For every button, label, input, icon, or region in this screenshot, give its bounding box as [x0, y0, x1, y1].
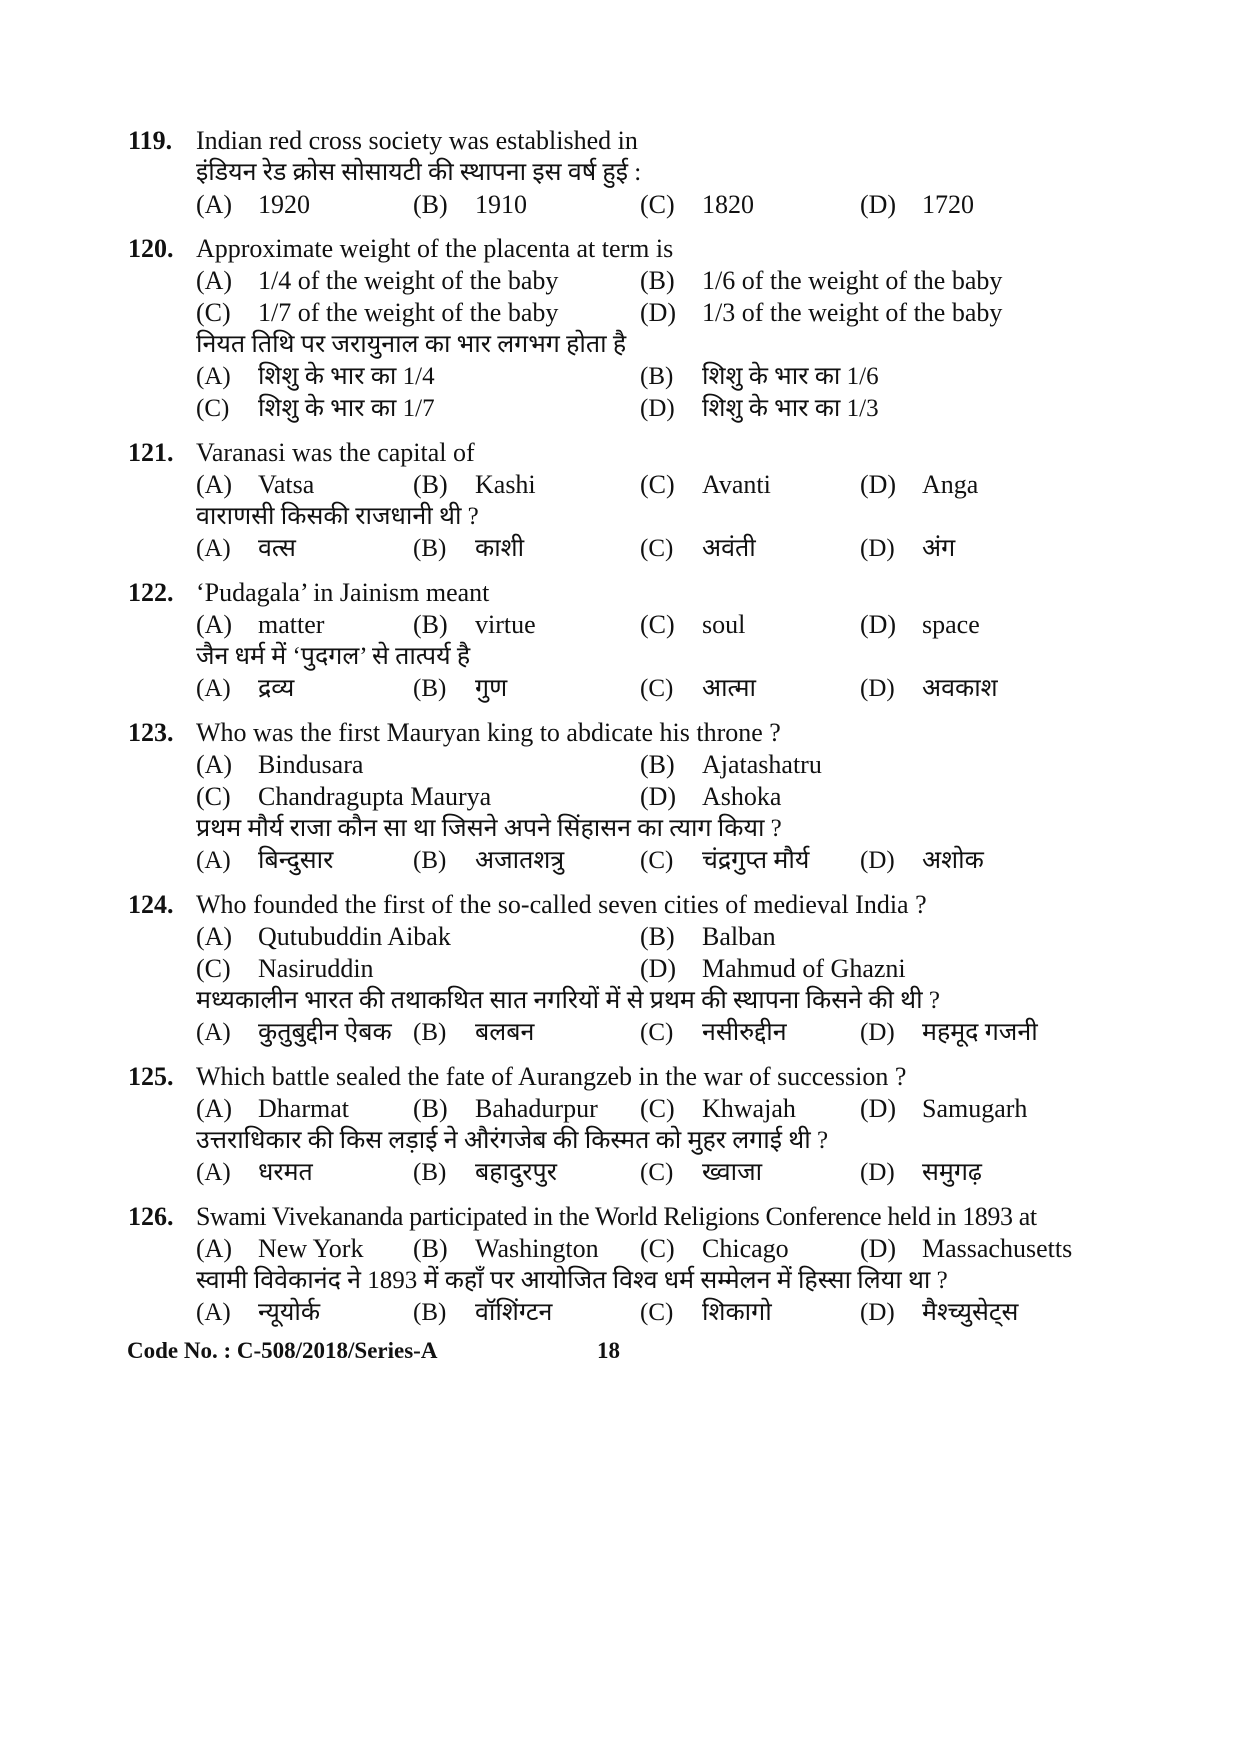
option-b-hi: (B) अजातशत्रु: [413, 847, 565, 874]
option-d-en: (D) space: [860, 610, 980, 639]
option-d-en: (D) Ashoka: [640, 782, 782, 811]
option-c-hi: (C) अवंती: [640, 535, 756, 562]
option-c-en: (C) Avanti: [640, 470, 771, 499]
option-c-en: (C) soul: [640, 610, 746, 639]
option-a-en: (A) Dharmat: [196, 1094, 349, 1123]
option-b-hi: (B) गुण: [413, 675, 508, 702]
question-text-hi: प्रथम मौर्य राजा कौन सा था जिसने अपने सिंहासन का त्याग किया ?: [196, 815, 782, 842]
option-a-hi: (A) धरमत: [196, 1159, 313, 1186]
question-number: 123.: [128, 718, 174, 747]
option-d-hi: (D) मैश्च्युसेट्स: [860, 1299, 1019, 1326]
option-c-hi: (C) ख्वाजा: [640, 1159, 763, 1186]
question-text-hi: इंडियन रेड क्रोस सोसायटी की स्थापना इस वर्ष हुई :: [196, 159, 642, 186]
option-d-en: (D) 1/3 of the weight of the baby: [640, 298, 1003, 327]
question-number: 122.: [128, 578, 174, 607]
option-b-en: (B) Bahadurpur: [413, 1094, 598, 1123]
page-number: 18: [597, 1338, 620, 1363]
question-text-en: ‘Pudagala’ in Jainism meant: [196, 578, 490, 607]
question-text-hi: जैन धर्म में ‘पुदगल’ से तात्पर्य है: [196, 643, 471, 670]
option-b-en: (B) Ajatashatru: [640, 750, 822, 779]
question-text-en: Indian red cross society was established in: [196, 126, 638, 155]
option-a-en: (A) Qutubuddin Aibak: [196, 922, 451, 951]
code-number: Code No. : C-508/2018/Series-A: [127, 1338, 438, 1363]
option-b-en: (B) Balban: [640, 922, 776, 951]
option-c-en: (C) Chicago: [640, 1234, 789, 1263]
question-text-hi: उत्तराधिकार की किस लड़ाई ने औरंगजेब की किस्मत को मुहर लगाई थी ?: [196, 1127, 829, 1154]
question-text-en: Approximate weight of the placenta at term is: [196, 234, 674, 263]
option-b: (B) 1910: [413, 190, 527, 219]
option-d-hi: (D) महमूद गजनी: [860, 1019, 1038, 1046]
option-b-en: (B) virtue: [413, 610, 536, 639]
option-c-hi: (C) शिशु के भार का 1/7: [196, 395, 435, 422]
option-a-hi: (A) बिन्दुसार: [196, 847, 334, 874]
option-c: (C) 1820: [640, 190, 754, 219]
question-text-hi: वाराणसी किसकी राजधानी थी ?: [196, 503, 479, 530]
question-text-en: Varanasi was the capital of: [196, 438, 475, 467]
option-c-hi: (C) आत्मा: [640, 675, 757, 702]
option-a-en: (A) Vatsa: [196, 470, 315, 499]
option-a-hi: (A) शिशु के भार का 1/4: [196, 363, 435, 390]
question-number: 125.: [128, 1062, 174, 1091]
option-d-en: (D) Samugarh: [860, 1094, 1028, 1123]
option-c-hi: (C) नसीरुद्दीन: [640, 1019, 787, 1046]
option-a-hi: (A) द्रव्य: [196, 675, 295, 702]
option-b-hi: (B) काशी: [413, 535, 525, 562]
question-text-hi: मध्यकालीन भारत की तथाकथित सात नगरियों में से प्रथम की स्थापना किसने की थी ?: [196, 987, 940, 1014]
option-d-hi: (D) शिशु के भार का 1/3: [640, 395, 879, 422]
option-c-en: (C) Nasiruddin: [196, 954, 374, 983]
question-text-hi: स्वामी विवेकानंद ने 1893 में कहाँ पर आयोजित विश्व धर्म सम्मेलन में हिस्सा लिया था ?: [196, 1267, 948, 1294]
option-d-hi: (D) अंग: [860, 535, 956, 562]
option-a-hi: (A) कुतुबुद्दीन ऐबक: [196, 1019, 392, 1046]
question-number: 121.: [128, 438, 174, 467]
question-number: 124.: [128, 890, 174, 919]
option-c-en: (C) 1/7 of the weight of the baby: [196, 298, 559, 327]
question-text-en: Who was the first Mauryan king to abdicate his throne ?: [196, 718, 781, 747]
option-c-en: (C) Chandragupta Maurya: [196, 782, 492, 811]
option-a-en: (A) Bindusara: [196, 750, 364, 779]
option-a-hi: (A) वत्स: [196, 535, 296, 562]
option-b-en: (B) Kashi: [413, 470, 536, 499]
option-a-en: (A) 1/4 of the weight of the baby: [196, 266, 559, 295]
option-b-en: (B) Washington: [413, 1234, 599, 1263]
option-c-en: (C) Khwajah: [640, 1094, 796, 1123]
question-text-en: Swami Vivekananda participated in the World Religions Conference held in 1893 at: [196, 1202, 1037, 1231]
option-a-hi: (A) न्यूयोर्क: [196, 1299, 321, 1326]
option-d: (D) 1720: [860, 190, 974, 219]
option-c-hi: (C) चंद्रगुप्त मौर्य: [640, 847, 810, 874]
option-d-en: (D) Mahmud of Ghazni: [640, 954, 906, 983]
option-b-hi: (B) शिशु के भार का 1/6: [640, 363, 879, 390]
question-text-en: Who founded the first of the so-called seven cities of medieval India ?: [196, 890, 927, 919]
option-d-en: (D) Massachusetts: [860, 1234, 1073, 1263]
option-c-hi: (C) शिकागो: [640, 1299, 772, 1326]
option-d-en: (D) Anga: [860, 470, 979, 499]
option-b-en: (B) 1/6 of the weight of the baby: [640, 266, 1003, 295]
option-d-hi: (D) अवकाश: [860, 675, 998, 702]
question-number: 119.: [128, 126, 173, 155]
option-d-hi: (D) अशोक: [860, 847, 984, 874]
option-a-en: (A) matter: [196, 610, 325, 639]
option-b-hi: (B) वॉशिंग्टन: [413, 1299, 553, 1326]
option-a-en: (A) New York: [196, 1234, 364, 1263]
option-b-hi: (B) बहादुरपुर: [413, 1159, 557, 1186]
question-text-hi: नियत तिथि पर जरायुनाल का भार लगभग होता है: [196, 331, 627, 358]
question-number: 120.: [128, 234, 174, 263]
option-a: (A) 1920: [196, 190, 310, 219]
option-b-hi: (B) बलबन: [413, 1019, 535, 1046]
question-number: 126.: [128, 1202, 174, 1231]
option-d-hi: (D) समुगढ़: [860, 1159, 983, 1186]
question-text-en: Which battle sealed the fate of Aurangzeb in the war of succession ?: [196, 1062, 907, 1091]
